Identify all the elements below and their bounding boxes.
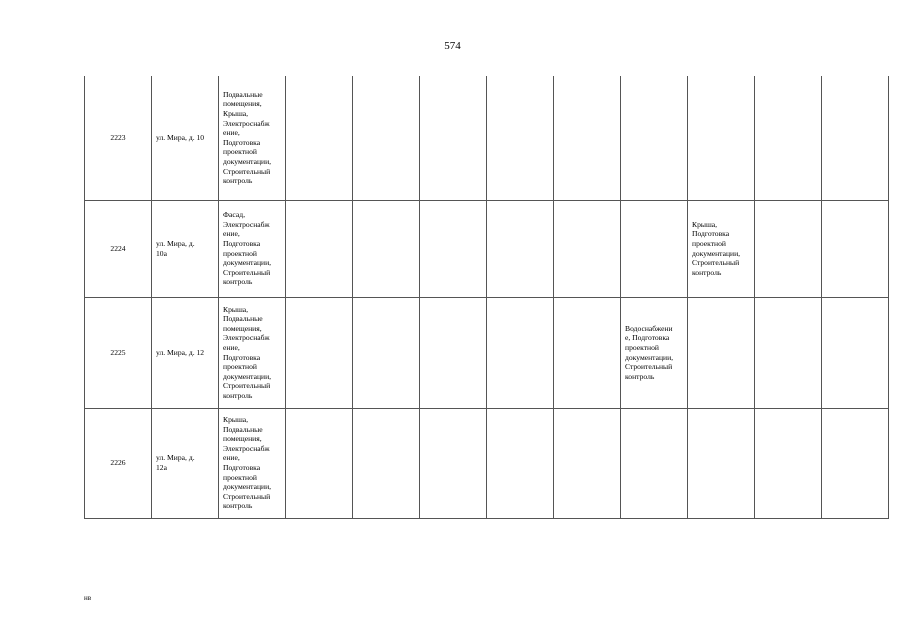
address-cell: ул. Мира, д. 10	[152, 76, 219, 200]
empty-cell	[353, 200, 420, 297]
address-cell: ул. Мира, д. 12	[152, 297, 219, 408]
address-cell: ул. Мира, д. 10а	[152, 200, 219, 297]
empty-cell	[420, 297, 487, 408]
empty-cell	[286, 297, 353, 408]
empty-cell	[755, 76, 822, 200]
table-row	[85, 76, 889, 200]
empty-cell	[487, 408, 554, 518]
works-cell	[688, 408, 755, 518]
empty-cell	[286, 408, 353, 518]
works-cell	[688, 297, 755, 408]
row-number: 2224	[85, 200, 152, 297]
empty-cell	[286, 200, 353, 297]
footer-mark: нв	[84, 594, 92, 602]
works-cell: Водоснабжени е, Подготовка проектной документации, Строительный контроль	[621, 297, 688, 408]
works-cell: Фасад, Электроснабж ение, Подготовка проектной документации, Строительный контроль	[219, 200, 286, 297]
empty-cell	[822, 200, 889, 297]
works-cell	[621, 408, 688, 518]
empty-cell	[554, 408, 621, 518]
empty-cell	[487, 297, 554, 408]
empty-cell	[822, 76, 889, 200]
empty-cell	[487, 76, 554, 200]
empty-cell	[755, 408, 822, 518]
row-number: 2225	[85, 297, 152, 408]
works-cell: Крыша, Подвальные помещения, Электроснабж ение, Подготовка проектной документации, Строительный контроль	[219, 408, 286, 518]
empty-cell	[755, 297, 822, 408]
works-table	[84, 76, 889, 519]
works-cell	[621, 200, 688, 297]
works-cell	[621, 76, 688, 200]
empty-cell	[822, 408, 889, 518]
empty-cell	[353, 408, 420, 518]
empty-cell	[554, 76, 621, 200]
empty-cell	[353, 297, 420, 408]
empty-cell	[554, 200, 621, 297]
address-cell: ул. Мира, д. 12а	[152, 408, 219, 518]
page-number: 574	[444, 40, 461, 52]
empty-cell	[286, 76, 353, 200]
works-cell: Крыша, Подвальные помещения, Электроснабж ение, Подготовка проектной документации, Строительный контроль	[219, 297, 286, 408]
empty-cell	[487, 200, 554, 297]
works-cell	[688, 76, 755, 200]
empty-cell	[554, 297, 621, 408]
table-row	[85, 408, 889, 518]
table-row	[85, 297, 889, 408]
empty-cell	[420, 76, 487, 200]
empty-cell	[353, 76, 420, 200]
works-cell: Крыша, Подготовка проектной документации, Строительный контроль	[688, 200, 755, 297]
empty-cell	[822, 297, 889, 408]
table-row	[85, 200, 889, 297]
row-number: 2226	[85, 408, 152, 518]
empty-cell	[755, 200, 822, 297]
empty-cell	[420, 200, 487, 297]
works-cell: Подвальные помещения, Крыша, Электроснабж ение, Подготовка проектной документации, Строительный контроль	[219, 76, 286, 200]
empty-cell	[420, 408, 487, 518]
row-number: 2223	[85, 76, 152, 200]
